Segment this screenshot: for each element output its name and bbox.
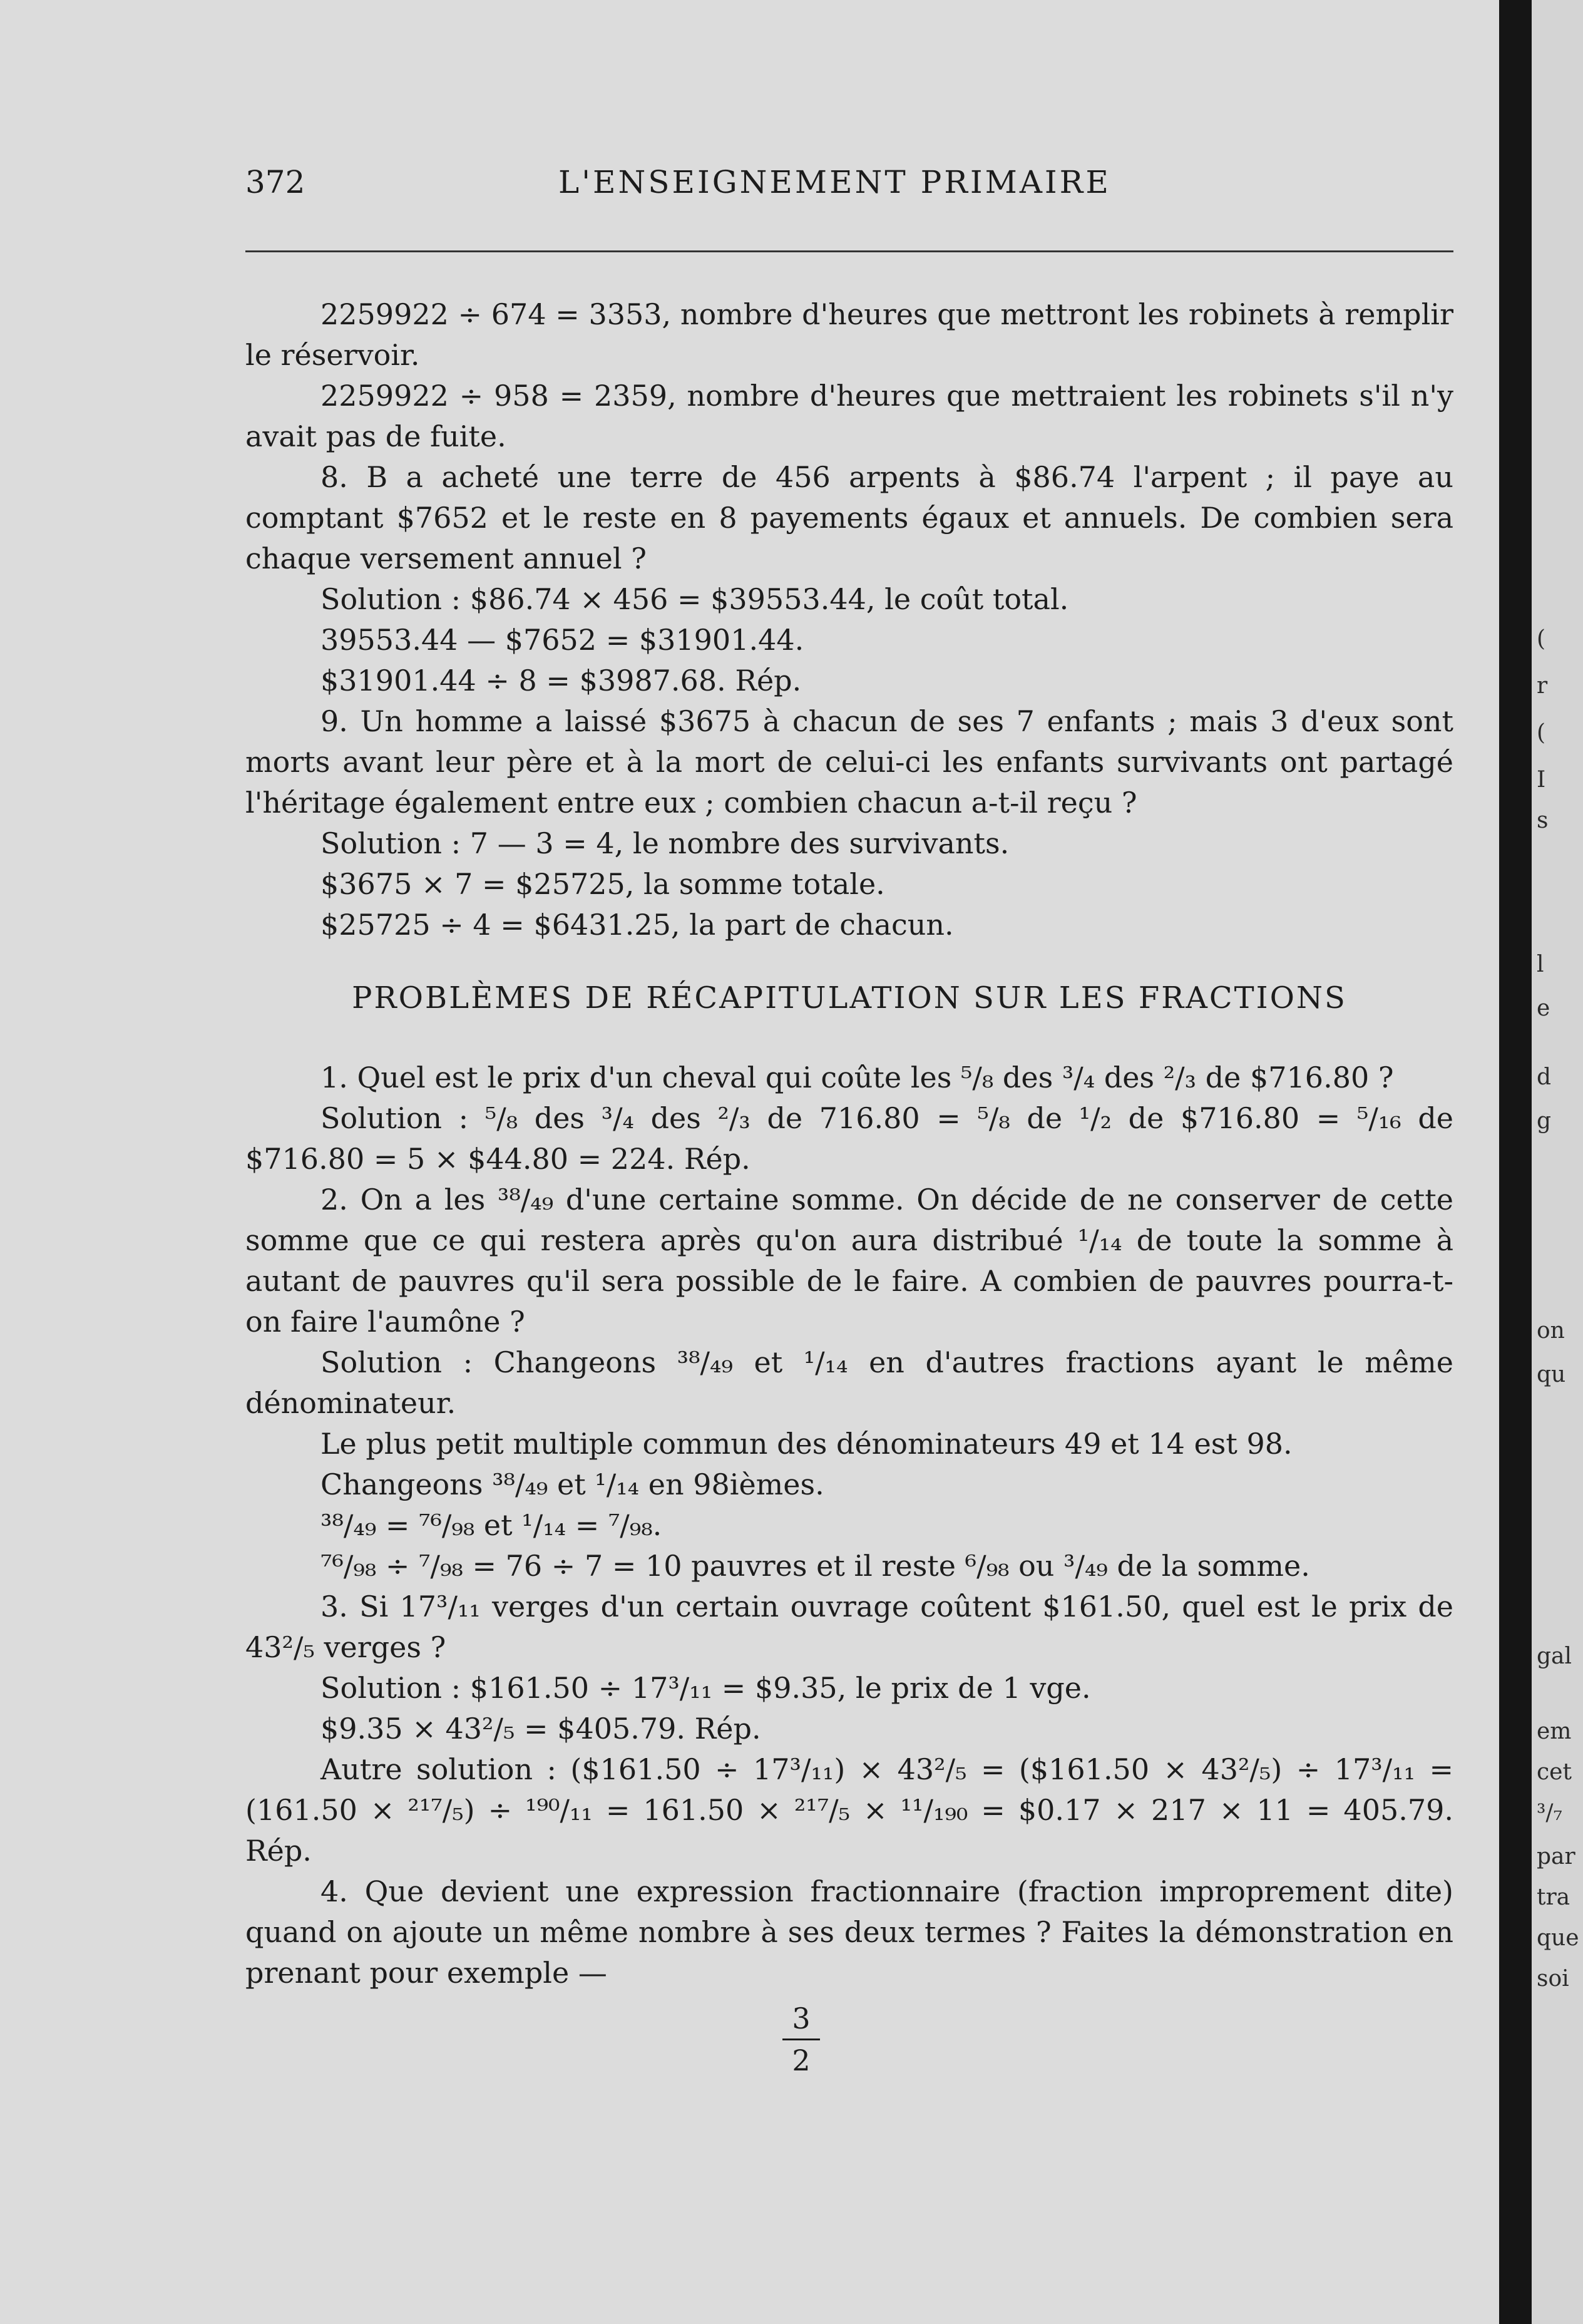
next-page-fragment: g [1537,1108,1552,1134]
page-body [245,294,1453,1993]
solution-line: Le plus petit multiple commun des dénominateurs 49 et 14 est 98. [320,1427,1293,1461]
problem-2: 2. On a les ³⁸/₄₉ d'une certaine somme. On décide de ne conserver de cette somme que ce qui restera après qu'on aura distribué ¹/₁₄ de toute la somme à autant de pauvres qu'il sera possible de le faire. A combien de pauvres pourra-t-on faire l'aumône ? [245,1183,1453,1339]
next-page-fragment: ( [1537,720,1546,746]
solution-line: Solution : ⁵/₈ des ³/₄ des ²/₃ de 716.80 = ⁵/₈ de ¹/₂ de $716.80 = ⁵/₁₆ de $716.80 = 5 × $44.80 = 224. Rép. [245,1101,1453,1176]
solution-line: ³⁸/₄₉ = ⁷⁶/₉₈ et ¹/₁₄ = ⁷/₉₈. [320,1508,662,1542]
book-gutter [1499,0,1532,2324]
running-title: L'ENSEIGNEMENT PRIMAIRE [558,164,1111,200]
fraction-numerator: 3 [792,2002,811,2035]
running-head [245,164,1453,202]
page-number: 372 [245,164,305,200]
text-line: 2259922 ÷ 958 = 2359, nombre d'heures que mettraient les robinets s'il n'y avait pas de fuite. [245,379,1453,453]
next-page-fragment: em [1537,1719,1572,1744]
solution-line: Solution : $86.74 × 456 = $39553.44, le coût total. [320,582,1069,616]
next-page-fragment: par [1537,1844,1575,1869]
example-fraction [782,2002,820,2077]
fraction-bar [782,2039,820,2040]
solution-line: 39553.44 — $7652 = $31901.44. [320,623,804,657]
solution-line: $3675 × 7 = $25725, la somme totale. [320,867,885,901]
problem-1: 1. Quel est le prix d'un cheval qui coûte les ⁵/₈ des ³/₄ des ²/₃ de $716.80 ? [320,1061,1394,1094]
next-page-fragment: ( [1537,626,1546,652]
next-page-fragment: r [1537,673,1548,699]
problem-8: 8. B a acheté une terre de 456 arpents à $86.74 l'arpent ; il paye au comptant $7652 et le reste en 8 payements égaux et annuels. De combien sera chaque versement annuel ? [245,460,1453,575]
text-line: 2259922 ÷ 674 = 3353, nombre d'heures que mettront les robinets à remplir le réservoir. [245,297,1453,372]
next-page-fragment: gal [1537,1643,1572,1669]
problem-3: 3. Si 17³/₁₁ verges d'un certain ouvrage coûtent $161.50, quel est le prix de 43²/₅ verges ? [245,1590,1453,1664]
next-page-fragment: que [1537,1925,1579,1951]
solution-line: Solution : 7 — 3 = 4, le nombre des survivants. [320,826,1010,860]
solution-line: $25725 ÷ 4 = $6431.25, la part de chacun. [320,908,954,942]
next-page-fragment: ³/₇ [1537,1800,1562,1826]
next-page-fragment: e [1537,995,1550,1021]
problem-4: 4. Que devient une expression fractionnaire (fraction improprement dite) quand on ajoute un même nombre à ses deux termes ? Faites la démonstration en prenant pour exemple — [245,1874,1453,1990]
fraction-denominator: 2 [792,2044,811,2077]
solution-line: $31901.44 ÷ 8 = $3987.68. Rép. [320,664,802,697]
solution-line: Solution : Changeons ³⁸/₄₉ et ¹/₁₄ en d'autres fractions ayant le même dénominateur. [245,1345,1453,1420]
next-page-fragment: d [1537,1064,1552,1090]
solution-line: ⁷⁶/₉₈ ÷ ⁷/₉₈ = 76 ÷ 7 = 10 pauvres et il reste ⁶/₉₈ ou ³/₄₉ de la somme. [320,1549,1310,1583]
problem-9: 9. Un homme a laissé $3675 à chacun de ses 7 enfants ; mais 3 d'eux sont morts avant leur père et à la mort de celui-ci les enfants survivants ont partagé l'héritage également entre eux ; combien chacun a-t-il reçu ? [245,704,1453,820]
next-page-fragment: soi [1537,1966,1569,1992]
next-page-edge [1532,0,1583,2324]
next-page-fragment: l [1537,952,1544,977]
solution-line: Autre solution : ($161.50 ÷ 17³/₁₁) × 43²/₅ = ($161.50 × 43²/₅) ÷ 17³/₁₁ = (161.50 × ²¹⁷/₅) ÷ ¹⁹⁰/₁₁ = 161.50 × ²¹⁷/₅ × ¹¹/₁₉₀ = $0.17 × 217 × 11 = 405.79. Rép. [245,1752,1453,1868]
next-page-fragment: s [1537,808,1549,833]
solution-line: $9.35 × 43²/₅ = $405.79. Rép. [320,1712,761,1746]
section-heading: PROBLÈMES DE RÉCAPITULATION SUR LES FRACTIONS [352,980,1347,1015]
next-page-fragment: cet [1537,1759,1572,1785]
next-page-fragment: tra [1537,1884,1570,1910]
solution-line: Solution : $161.50 ÷ 17³/₁₁ = $9.35, le prix de 1 vge. [320,1671,1091,1705]
solution-line: Changeons ³⁸/₄₉ et ¹/₁₄ en 98ièmes. [320,1468,824,1501]
next-page-fragment: qu [1537,1362,1566,1387]
next-page-fragment: I [1537,767,1546,793]
next-page-fragment: on [1537,1318,1565,1344]
header-rule [245,250,1453,252]
